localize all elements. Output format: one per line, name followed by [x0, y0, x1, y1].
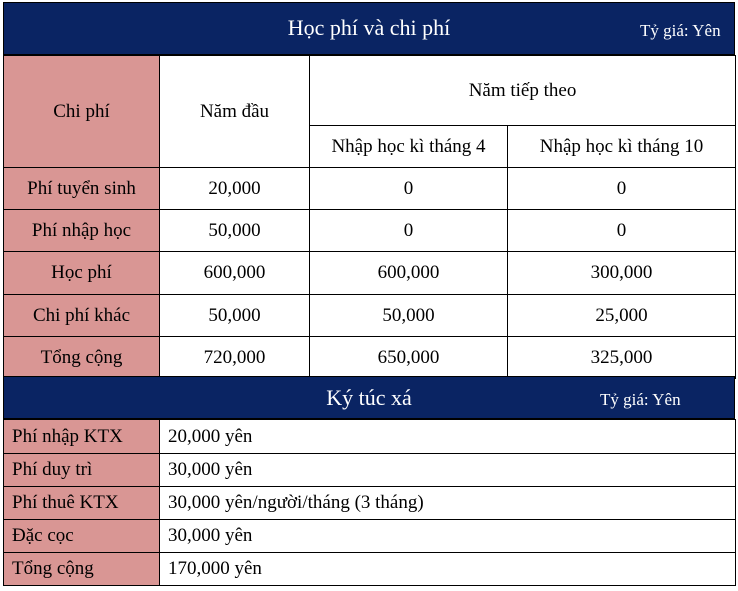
- october-cell: 0: [508, 168, 736, 210]
- october-cell: 25,000: [508, 295, 736, 337]
- row-label: Tổng cộng: [4, 553, 160, 586]
- table-row: [4, 520, 736, 553]
- april-cell: 650,000: [310, 337, 508, 379]
- table-row: [4, 210, 736, 252]
- table-row: [4, 295, 736, 337]
- table-row: [4, 420, 736, 454]
- dorm-title: Ký túc xá: [326, 385, 412, 410]
- row-label: Phí nhập KTX: [4, 420, 160, 454]
- table-row: [4, 252, 736, 295]
- fees-header-bar: [3, 2, 735, 55]
- first-year-cell: 50,000: [160, 295, 310, 337]
- table-row-total: [4, 337, 736, 379]
- header-cell-first-year: Năm đầu: [160, 56, 310, 168]
- value-cell: 30,000 yên: [160, 520, 736, 553]
- value-cell: 30,000 yên: [160, 454, 736, 487]
- fees-table: [3, 55, 736, 379]
- row-label: Chi phí khác: [4, 295, 160, 337]
- table-row-total: [4, 553, 736, 586]
- dorm-table: [3, 419, 736, 586]
- fees-title: Học phí và chi phí: [287, 15, 451, 40]
- october-cell: 300,000: [508, 252, 736, 295]
- table-row: [4, 487, 736, 520]
- row-label: Đặc cọc: [4, 520, 160, 553]
- october-cell: 0: [508, 210, 736, 252]
- fee-table-document: [3, 2, 735, 586]
- row-label: Phí nhập học: [4, 210, 160, 252]
- april-cell: 600,000: [310, 252, 508, 295]
- row-label: Tổng cộng: [4, 337, 160, 379]
- dorm-rate-label: Tỷ giá: Yên: [600, 390, 681, 409]
- value-cell: 170,000 yên: [160, 553, 736, 586]
- april-cell: 0: [310, 168, 508, 210]
- april-cell: 50,000: [310, 295, 508, 337]
- value-cell: 20,000 yên: [160, 420, 736, 454]
- first-year-cell: 50,000: [160, 210, 310, 252]
- april-cell: 0: [310, 210, 508, 252]
- row-label: Phí duy trì: [4, 454, 160, 487]
- header-cell-october: Nhập học kì tháng 10: [508, 126, 736, 168]
- row-label: Học phí: [4, 252, 160, 295]
- table-row: [4, 454, 736, 487]
- first-year-cell: 600,000: [160, 252, 310, 295]
- header-cell-next-years: Năm tiếp theo: [310, 56, 736, 126]
- october-cell: 325,000: [508, 337, 736, 379]
- dorm-header-bar: [3, 376, 735, 419]
- first-year-cell: 720,000: [160, 337, 310, 379]
- table-row: [4, 168, 736, 210]
- row-label: Phí tuyển sinh: [4, 168, 160, 210]
- header-cell-april: Nhập học kì tháng 4: [310, 126, 508, 168]
- row-label: Phí thuê KTX: [4, 487, 160, 520]
- value-cell: 30,000 yên/người/tháng (3 tháng): [160, 487, 736, 520]
- first-year-cell: 20,000: [160, 168, 310, 210]
- fees-rate-label: Tỷ giá: Yên: [640, 21, 721, 40]
- header-cell-item: Chi phí: [4, 56, 160, 168]
